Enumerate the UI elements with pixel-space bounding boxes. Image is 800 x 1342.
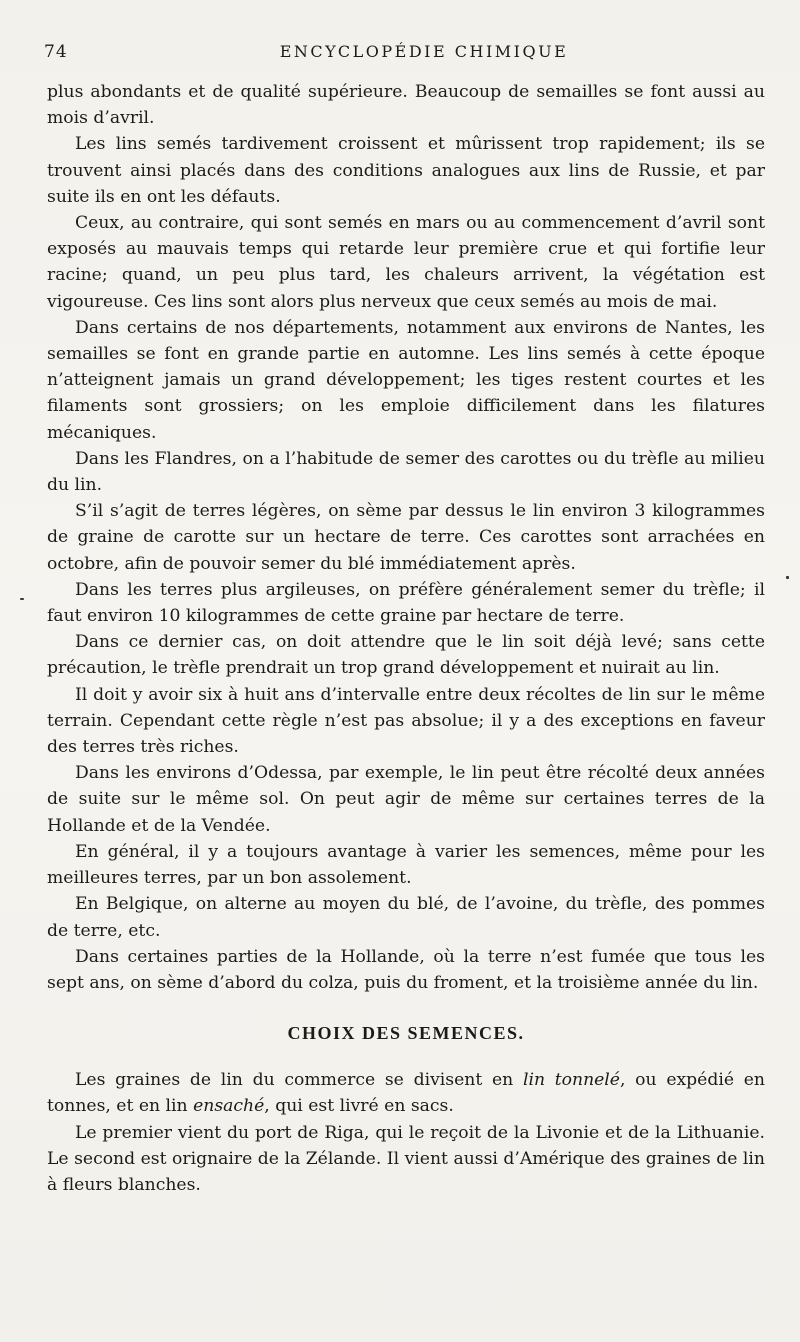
paragraph: Dans certains de nos départements, notamment aux environs de Nantes, les semailles se font en grande partie en automne. Les lins semés à cette époque n’atteignent jamais un grand développement; les tiges restent courtes et les filaments sont grossiers; on les emploie difficilement dans les filatures mécaniques. [47, 317, 765, 443]
paragraph: Dans les terres plus argileuses, on préfère généralement semer du trèfle; il faut environ 10 kilogrammes de cette graine par hectare de terre. [47, 579, 765, 627]
paragraph [47, 1067, 765, 1119]
section-title: CHOIX DES SEMENCES. [287, 1023, 525, 1044]
text-run: , ou expédié en tonnes, et en lin [47, 1070, 765, 1117]
paragraph: Dans certaines parties de la Hollande, où la terre n’est fumée que tous les sept ans, on sème d’abord du colza, puis du froment, et la troisième année du lin. [47, 946, 765, 993]
paragraph: En Belgique, on alterne au moyen du blé, de l’avoine, du trèfle, des pommes de terre, etc. [47, 894, 765, 941]
print-speck [786, 576, 789, 579]
paragraph: Le premier vient du port de Riga, qui le reçoit de la Livonie et de la Lithuanie. Le second est orignaire de la Zélande. Il vient aussi d’Amérique des graines de lin à fleurs blanches. [47, 1122, 765, 1195]
print-speck [20, 598, 24, 600]
page-number: 74 [44, 42, 68, 62]
paragraph: Les lins semés tardivement croissent et mûrissent trop rapidement; ils se trouvent ainsi placés dans des conditions analogues aux lins de Russie, et par suite ils en ont les défauts. [47, 134, 765, 207]
paragraph: Dans ce dernier cas, on doit attendre que le lin soit déjà levé; sans cette précaution, le trèfle prendrait un trop grand développement et nuirait au lin. [47, 632, 765, 679]
paragraph: Il doit y avoir six à huit ans d’intervalle entre deux récoltes de lin sur le même terrain. Cependant cette règle n’est pas absolue; il y a des exceptions en faveur des terres très riches. [47, 684, 765, 758]
running-title: ENCYCLOPÉDIE CHIMIQUE [279, 42, 569, 61]
italic-term: ensaché [193, 1096, 265, 1117]
paragraph: Dans les Flandres, on a l’habitude de semer des carottes ou du trèfle au milieu du lin. [47, 448, 765, 496]
body-text [47, 79, 765, 1198]
paragraph: Ceux, au contraire, qui sont semés en mars ou au commencement d’avril sont exposés au mauvais temps qui retarde leur première crue et qui fortifie leur racine; quand, un peu plus tard, les chaleurs arrivent, la végétation est vigoureuse. Ces lins sont alors plus nerveux que ceux semés au mois de mai. [47, 213, 765, 312]
paragraph: plus abondants et de qualité supérieure. Beaucoup de semailles se font aussi au mois d’avril. [47, 82, 765, 129]
paragraph: Dans les environs d’Odessa, par exemple, le lin peut être récolté deux années de suite sur le même sol. On peut agir de même sur certaines terres de la Hollande et de la Vendée. [47, 763, 765, 836]
text-run: Les graines de lin du commerce se divisent en [75, 1070, 523, 1091]
text-run: , qui est livré en sacs. [264, 1096, 454, 1117]
italic-term: lin tonnelé [522, 1070, 620, 1091]
page-header [44, 38, 764, 60]
paragraph: En général, il y a toujours avantage à varier les semences, même pour les meilleures terres, par un bon assolement. [47, 841, 765, 889]
paragraph: S’il s’agit de terres légères, on sème par dessus le lin environ 3 kilogrammes de graine de carotte sur un hectare de terre. Ces carottes sont arrachées en octobre, afin de pouvoir semer du blé immédiatement après. [47, 501, 765, 574]
